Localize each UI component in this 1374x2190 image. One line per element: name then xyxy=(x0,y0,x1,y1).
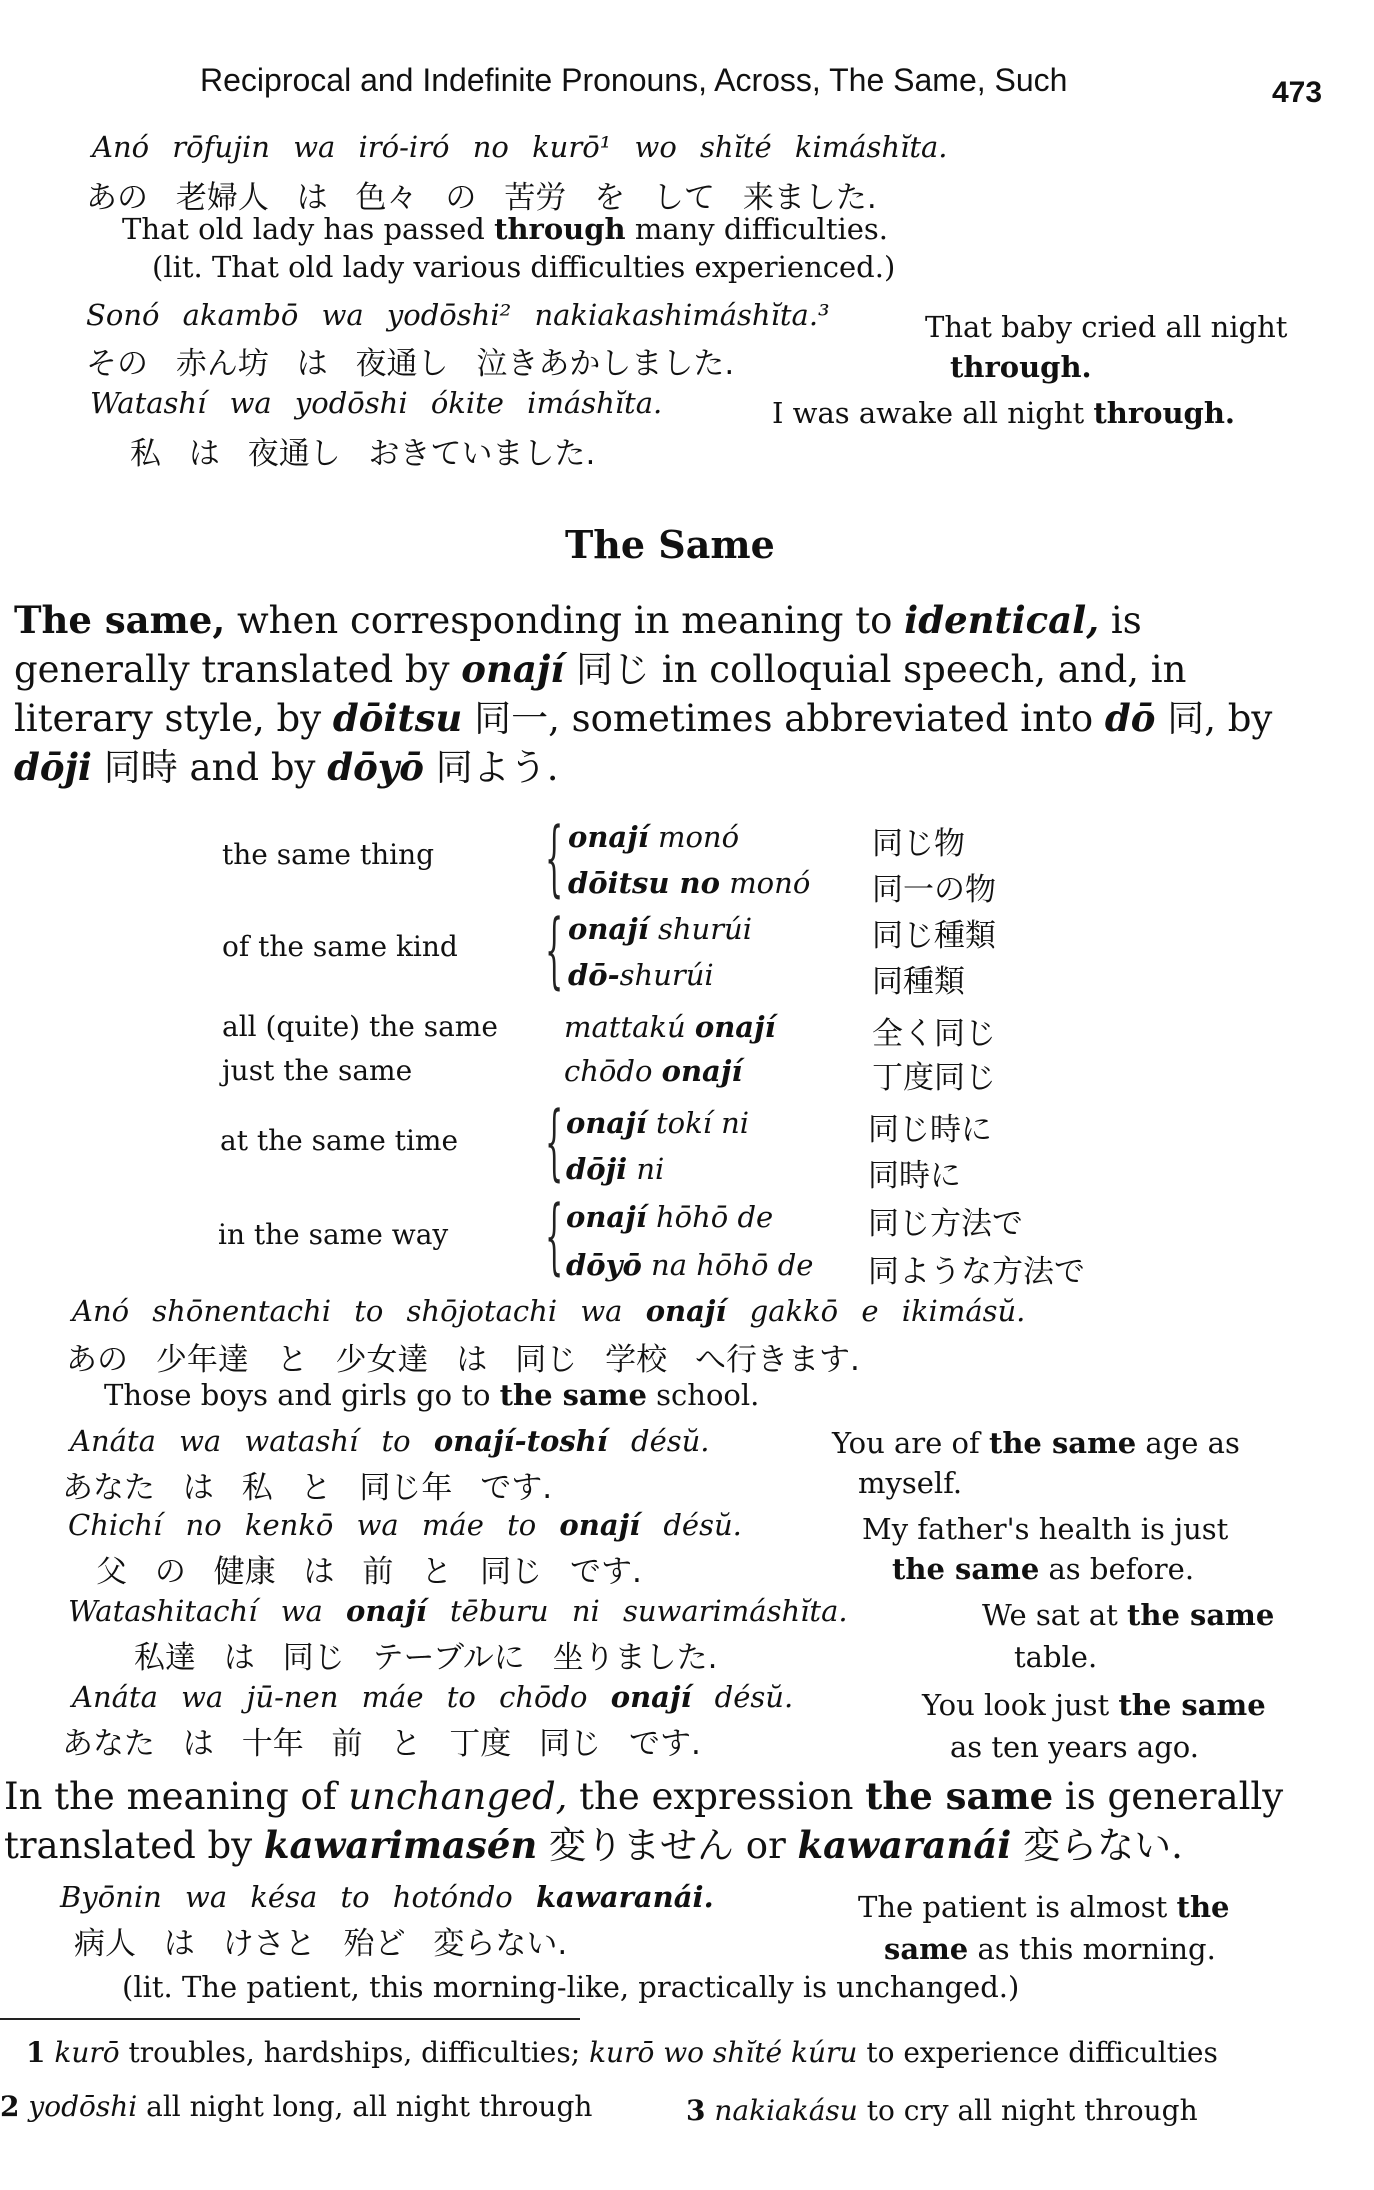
translation-text: as before. xyxy=(1039,1552,1195,1586)
example-romaji xyxy=(68,1594,848,1628)
romaji-text: hōhō de xyxy=(655,1200,774,1234)
example-romaji xyxy=(68,1508,742,1542)
table-japanese: 全く同じ xyxy=(872,1016,996,1052)
table-english: the same thing xyxy=(222,838,435,871)
translation-text: I was awake all night xyxy=(772,396,1085,430)
paragraph-text: 同一, sometimes abbreviated into xyxy=(462,697,1105,740)
brace: { xyxy=(545,903,564,998)
romaji-text: tokí ni xyxy=(655,1106,750,1140)
example-translation xyxy=(122,212,888,246)
paragraph-text: 変りません or xyxy=(537,1824,798,1867)
example-japanese: あの 少年達 と 少女達 は 同じ 学校 へ行きます. xyxy=(66,1342,860,1378)
term-bold: the same xyxy=(865,1774,1054,1818)
romaji-bold: onají xyxy=(694,1010,776,1044)
romaji-text: désŭ. xyxy=(640,1508,742,1542)
translation-bold: same xyxy=(884,1932,969,1966)
example-translation: My father's health is just xyxy=(862,1512,1229,1546)
table-japanese: 同時に xyxy=(868,1158,961,1194)
footnote-text: to cry all night through xyxy=(857,2094,1198,2127)
footnote-divider xyxy=(0,2018,580,2020)
table-romaji xyxy=(566,1106,749,1140)
romaji-text: désŭ. xyxy=(691,1680,794,1714)
translation-text: as ten years ago. xyxy=(950,1730,1199,1764)
romaji-text: Anáta wa watashí to xyxy=(70,1424,434,1458)
example-translation xyxy=(922,1688,1266,1722)
paragraph-text: 同, by xyxy=(1155,697,1273,740)
romaji-bold: onají xyxy=(661,1054,743,1088)
translation-text: We sat at xyxy=(982,1598,1128,1632)
example-japanese: 父 の 健康 は 前 と 同じ です. xyxy=(96,1554,642,1590)
example-translation xyxy=(104,1378,759,1412)
romaji-bold: onají xyxy=(568,912,649,946)
translation-text: The patient is almost xyxy=(858,1890,1177,1924)
romaji-bold: onají xyxy=(566,1106,647,1140)
term-bold: The same, xyxy=(14,598,226,642)
romaji-text: Watashitachí wa xyxy=(68,1594,347,1628)
brace: { xyxy=(545,811,564,906)
romaji-text: shurúi xyxy=(657,912,753,946)
term-bold-italic: dō xyxy=(1104,696,1156,740)
romaji-bold: kawaranái. xyxy=(535,1880,714,1914)
running-header: Reciprocal and Indefinite Pronouns, Across, The Same, Such xyxy=(200,62,1068,98)
paragraph-text: 同よう. xyxy=(423,746,559,789)
paragraph-text: is generally translated by xyxy=(4,1775,1284,1867)
example-romaji: Anó rōfujin wa iró-iró no kurō¹ wo shĭté kimáshĭta. xyxy=(92,130,948,164)
romaji-text: monó xyxy=(729,866,811,900)
romaji-bold: onají xyxy=(566,1200,647,1234)
paragraph-text: the expression xyxy=(567,1775,866,1818)
brace: { xyxy=(545,1095,564,1190)
literal-translation: (lit. That old lady various difficulties experienced.) xyxy=(152,250,896,284)
translation-bold: the same xyxy=(1127,1598,1275,1632)
term-bold-italic: onají xyxy=(461,647,565,691)
term-bold-italic: dōitsu xyxy=(332,696,463,740)
example-translation xyxy=(982,1598,1274,1632)
table-japanese: 同じ物 xyxy=(872,826,965,862)
translation-bold: through xyxy=(494,212,626,246)
example-translation xyxy=(832,1426,1240,1460)
romaji-bold: onají-toshí xyxy=(433,1424,608,1458)
example-romaji xyxy=(70,1424,710,1458)
translation-bold: the same xyxy=(499,1378,647,1412)
footnote-term: kurō wo shĭté kúru xyxy=(589,2036,858,2069)
example-japanese: あの 老婦人 は 色々 の 苦労 を して 来ました. xyxy=(86,180,877,216)
paragraph-text: is generally translated by xyxy=(14,599,1142,691)
romaji-bold: onají xyxy=(559,1508,641,1542)
section-heading: The Same xyxy=(565,522,775,567)
romaji-text: Byōnin wa késa to hotóndo xyxy=(60,1880,536,1914)
translation-text: age as xyxy=(1136,1426,1240,1460)
footnote-text: all night long, all night through xyxy=(137,2090,593,2123)
term-italic: unchanged, xyxy=(348,1775,568,1818)
translation-bold: the same xyxy=(988,1426,1137,1460)
romaji-text: na hōhō de xyxy=(651,1248,814,1282)
example-romaji xyxy=(72,1680,793,1714)
example-romaji xyxy=(72,1294,1025,1328)
translation-bold: through. xyxy=(1093,396,1236,430)
table-romaji xyxy=(566,1152,664,1186)
translation-text: as this morning. xyxy=(968,1932,1216,1966)
table-english: of the same kind xyxy=(222,930,458,963)
term-bold-italic: kawaranái xyxy=(797,1823,1012,1867)
table-japanese: 同じ時に xyxy=(868,1112,992,1148)
footnote-number: 1 xyxy=(26,2036,46,2069)
footnote-number: 2 xyxy=(0,2090,20,2123)
example-translation xyxy=(884,1932,1216,1966)
footnote-2 xyxy=(0,2090,592,2123)
footnote-3 xyxy=(686,2094,1198,2127)
romaji-text: mattakú xyxy=(564,1010,686,1044)
table-romaji xyxy=(568,820,739,854)
paragraph-text: 変らない. xyxy=(1011,1824,1183,1867)
translation-bold: the same xyxy=(892,1552,1040,1586)
example-translation xyxy=(892,1552,1194,1586)
example-translation xyxy=(858,1890,1229,1924)
romaji-text: Chichí no kenkō wa máe to xyxy=(68,1508,560,1542)
romaji-text: ni xyxy=(636,1152,665,1186)
footnote-number: 3 xyxy=(686,2094,706,2127)
footnote-text: troubles, hardships, difficulties; xyxy=(119,2036,590,2069)
table-romaji xyxy=(568,958,714,992)
table-japanese: 同じ方法で xyxy=(868,1206,1023,1242)
romaji-text: shurúi xyxy=(619,958,714,992)
translation-text: Those boys and girls go to xyxy=(104,1378,500,1412)
romaji-bold: dōyō xyxy=(566,1248,642,1282)
table-english: just the same xyxy=(222,1054,413,1087)
romaji-text: chōdo xyxy=(564,1054,653,1088)
term-bold-italic: dōyō xyxy=(327,745,424,789)
romaji-text: monó xyxy=(657,820,740,854)
table-romaji xyxy=(568,866,810,900)
example-japanese: その 赤ん坊 は 夜通し 泣きあかしました. xyxy=(86,346,735,382)
example-japanese: 私達 は 同じ テーブルに 坐りました. xyxy=(134,1640,718,1676)
footnote-1 xyxy=(26,2036,1218,2069)
example-translation xyxy=(772,396,1235,430)
translation-text: myself. xyxy=(858,1466,963,1500)
table-japanese: 同ような方法で xyxy=(868,1254,1085,1290)
term-bold-italic: identical, xyxy=(904,598,1100,642)
example-translation: That baby cried all night xyxy=(925,310,1288,344)
brace: { xyxy=(545,1189,564,1284)
footnote-term: yodōshi xyxy=(28,2090,138,2123)
romaji-bold: dō- xyxy=(568,958,620,992)
example-japanese: あなた は 私 と 同じ年 です. xyxy=(62,1470,553,1506)
term-bold-italic: kawarimasén xyxy=(263,1823,538,1867)
example-japanese: 私 は 夜通し おきていました. xyxy=(130,436,596,472)
romaji-bold: onají xyxy=(346,1594,427,1628)
footnote-text: to experience difficulties xyxy=(857,2036,1218,2069)
example-romaji: Watashí wa yodōshi ókite imáshĭta. xyxy=(90,386,663,420)
translation-text: That old lady has passed xyxy=(122,212,485,246)
translation-text: table. xyxy=(1014,1640,1098,1674)
example-japanese: 病人 は けさと 殆ど 変らない. xyxy=(74,1926,568,1962)
example-romaji: Sonó akambō wa yodōshi² nakiakashimáshĭta.³ xyxy=(86,298,830,332)
table-japanese: 同じ種類 xyxy=(872,918,996,954)
unchanged-paragraph xyxy=(4,1772,1314,1870)
table-english: in the same way xyxy=(218,1218,449,1251)
romaji-bold: dōji xyxy=(566,1152,628,1186)
footnote-term: kurō xyxy=(54,2036,120,2069)
table-romaji xyxy=(566,1200,773,1234)
paragraph-text: 同じ in colloquial speech, and, in literary style, by xyxy=(14,648,1187,740)
table-japanese: 同一の物 xyxy=(872,872,996,908)
romaji-text: désŭ. xyxy=(607,1424,710,1458)
romaji-text: Anáta wa jū-nen máe to chōdo xyxy=(72,1680,611,1714)
paragraph-text: In the meaning of xyxy=(4,1775,349,1818)
romaji-bold: onají xyxy=(568,820,649,854)
romaji-bold: onají xyxy=(645,1294,727,1328)
footnote-term: nakiakásu xyxy=(714,2094,858,2127)
translation-bold: the xyxy=(1176,1890,1230,1924)
table-romaji xyxy=(564,1054,742,1088)
romaji-text: Anó shōnentachi to shōjotachi wa xyxy=(72,1294,646,1328)
romaji-bold: dōitsu no xyxy=(568,866,720,900)
translation-bold: through. xyxy=(950,350,1092,384)
table-romaji xyxy=(564,1010,776,1044)
example-romaji xyxy=(60,1880,714,1914)
paragraph-text: when corresponding in meaning to xyxy=(225,599,905,642)
table-japanese: 丁度同じ xyxy=(872,1060,996,1096)
table-english: at the same time xyxy=(220,1124,459,1157)
term-bold-italic: dōji xyxy=(14,745,92,789)
table-romaji xyxy=(568,912,752,946)
translation-text: You look just xyxy=(922,1688,1119,1722)
translation-text: many difficulties. xyxy=(634,212,889,246)
translation-text: school. xyxy=(646,1378,760,1412)
paragraph-text: 同時 and by xyxy=(92,746,328,789)
translation-text: You are of xyxy=(832,1426,989,1460)
page-number: 473 xyxy=(1272,76,1323,109)
table-japanese: 同種類 xyxy=(872,964,965,1000)
table-english: all (quite) the same xyxy=(222,1010,498,1043)
intro-paragraph xyxy=(14,596,1314,792)
translation-bold: the same xyxy=(1118,1688,1266,1722)
romaji-bold: onají xyxy=(610,1680,692,1714)
romaji-text: gakkō e ikimásŭ. xyxy=(726,1294,1026,1328)
example-japanese: あなた は 十年 前 と 丁度 同じ です. xyxy=(62,1726,701,1762)
romaji-text: tēburu ni suwarimáshĭta. xyxy=(426,1594,848,1628)
literal-translation: (lit. The patient, this morning-like, practically is unchanged.) xyxy=(122,1970,1020,2004)
table-romaji xyxy=(566,1248,813,1282)
